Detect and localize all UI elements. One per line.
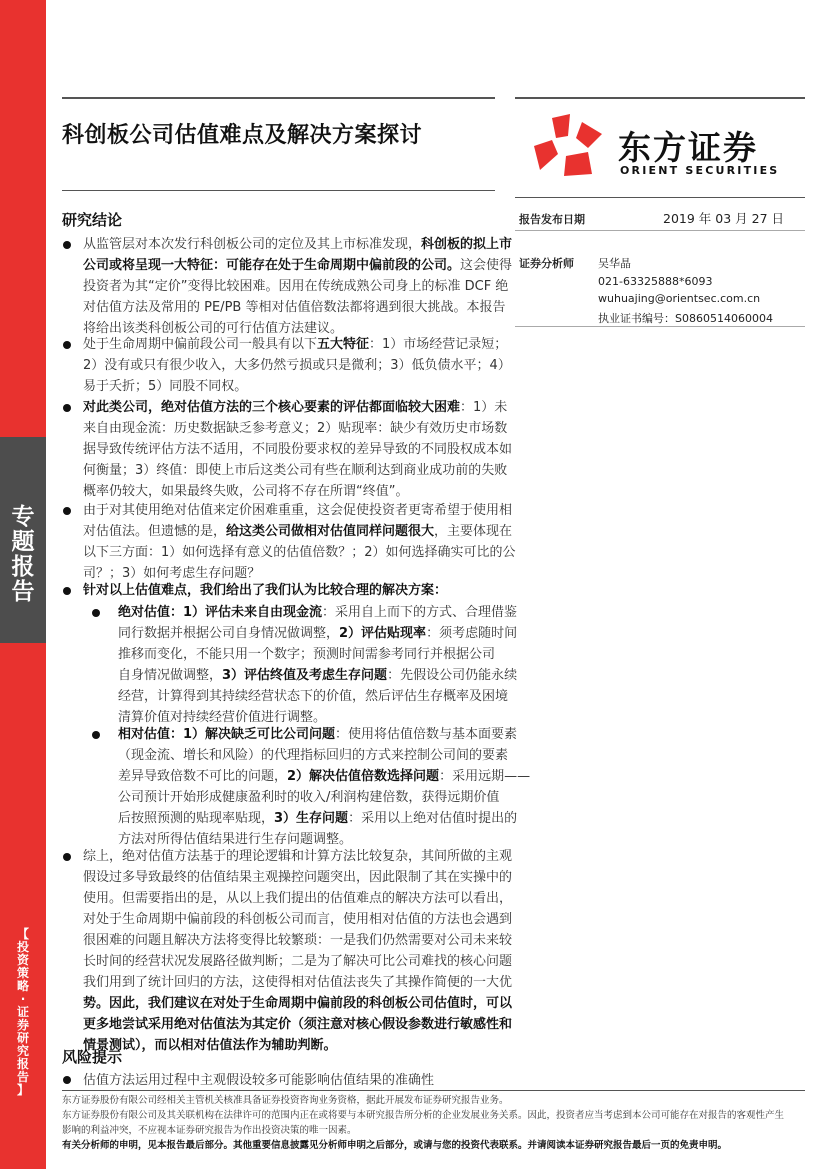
summary-paragraph-line: 使用。但需要指出的是，从以上我们提出的估值难点的解决方法可以看出， — [83, 891, 513, 906]
sidebar-char: 策 — [16, 966, 29, 980]
emphasis-text: 公司或将呈现一大特征：可能存在处于生命周期中偏前段的公司。 — [83, 258, 461, 273]
bullet-icon — [92, 609, 100, 617]
page-title: 科创板公司估值难点及解决方案探讨 — [62, 123, 423, 148]
conclusion-bullet-line: 处于生命周期中偏前段公司一般具有以下五大特征：1）市场经营记录短； — [83, 337, 508, 352]
emphasis-text: 3）生存问题 — [274, 811, 349, 826]
sidebar-char: 】 — [16, 1083, 29, 1097]
solution-sub-bullet-line: 差异导致倍数不可比的问题，2）解决估值倍数选择问题：采用远期—— — [118, 769, 531, 784]
conclusion-bullet-line: 司？；3）如何考虑生存问题？ — [83, 566, 261, 581]
conclusion-bullet-line: 2）没有或只有很少收入，大多仍然亏损或只是微利；3）低负债水平；4） — [83, 358, 511, 373]
logo-bottom-rule — [515, 197, 805, 198]
emphasis-text: 2）评估贴现率 — [339, 626, 427, 641]
solution-sub-bullet-line: 相对估值：1）解决缺乏可比公司问题：使用将估值倍数与基本面要素 — [118, 727, 518, 742]
emphasis-text: 2）解决估值倍数选择问题 — [287, 769, 440, 784]
conclusion-bullet-line: 对估值法。但遗憾的是，给这类公司做相对估值同样问题很大，主要体现在 — [83, 524, 513, 539]
solution-sub-bullet-line: 绝对估值：1）评估未来自由现金流：采用自上而下的方式、合理借鉴 — [118, 605, 518, 620]
sidebar-char: 【 — [16, 927, 29, 941]
sidebar-char: 告 — [16, 1070, 29, 1084]
disclaimer-footer — [62, 1093, 802, 1153]
sidebar-char: 专 — [11, 504, 35, 530]
bullet-icon — [92, 731, 100, 739]
solution-sub-bullet-line: （现金流、增长和风险）的代理指标回归的方式来控制公司间的要素 — [118, 748, 509, 763]
solution-sub-bullet-line: 同行数据并根据公司自身情况做调整，2）评估贴现率：须考虑随时间 — [118, 626, 518, 641]
sidebar-char: 报 — [11, 554, 35, 580]
title-bottom-rule — [62, 190, 495, 191]
solution-sub-bullet-line: 后按照预测的贴现率贴现，3）生存问题：采用以上绝对估值时提出的 — [118, 811, 518, 826]
disclaimer-line: 东方证券股份有限公司及其关联机构在法律许可的范围内正在或将要与本研究报告所分析的企业发展业务关系。因此，投资者应当考虑到本公司可能存在对报告的客观性产生 — [62, 1110, 785, 1121]
emphasis-text: 给这类公司做相对估值同样问题很大 — [226, 524, 435, 539]
footer-rule — [62, 1090, 805, 1091]
conclusion-bullet-line: 易于夭折；5）同股不同权。 — [83, 379, 248, 394]
sidebar-char: · — [20, 992, 26, 1006]
conclusion-bullet-line: 以下三方面：1）如何选择有意义的估值倍数？；2）如何选择确实可比的公 — [83, 545, 516, 560]
conclusion-bullet-line: 对估值方法及常用的 PE/PB 等相对估值倍数法都将遇到很大挑战。本报告 — [83, 300, 506, 315]
analyst-license: 执业证书编号：S0860514060004 — [598, 312, 773, 325]
emphasis-text: 3）评估终值及考虑生存问题 — [222, 668, 388, 683]
solution-sub-bullet-line: 经营，计算得到其持续经营状态下的价值，然后评估生存概率及困境 — [118, 689, 509, 704]
sidebar-char: 投 — [16, 940, 29, 954]
conclusion-bullet-line: 投资者为其“定价”变得比较困难。因用在传统成熟公司身上的标准 DCF 绝 — [83, 279, 509, 294]
bullet-icon — [63, 241, 71, 249]
summary-paragraph-line: 我们用到了统计回归的方法，这使得相对估值法丧失了其操作简便的一大优 — [83, 975, 513, 990]
emphasis-text: 情景测试），而以相对估值法作为辅助判断。 — [83, 1038, 337, 1053]
sidebar-char: 资 — [16, 953, 29, 967]
emphasis-text: 科创板的拟上市 — [421, 237, 513, 252]
analyst-name: 吴华晶 — [598, 257, 631, 270]
logo-english-text: ORIENT SECURITIES — [620, 164, 780, 177]
analyst-rule — [515, 326, 805, 327]
analyst-label: 证券分析师 — [519, 257, 574, 270]
summary-paragraph-line: 综上，绝对估值方法基于的理论逻辑和计算方法比较复杂，其间所做的主观 — [83, 849, 513, 864]
solution-sub-bullet-line: 自身情况做调整，3）评估终值及考虑生存问题：先假设公司仍能永续 — [118, 668, 518, 683]
logo-chinese-text: 东方证券 — [618, 128, 758, 167]
report-date-label: 报告发布日期 — [519, 213, 585, 226]
section-type-label — [0, 505, 46, 605]
disclaimer-line: 影响的利益冲突，不应视本证券研究报告为作出投资决策的唯一因素。 — [62, 1125, 357, 1136]
sidebar-char: 题 — [11, 529, 35, 555]
emphasis-text: 绝对估值：1）评估未来自由现金流 — [118, 605, 323, 620]
summary-paragraph-line — [83, 993, 512, 1014]
conclusion-bullet-line: 来自由现金流：历史数据缺乏参考意义；2）贴现率：缺少有效历史市场数 — [83, 421, 508, 436]
sidebar-char: 究 — [16, 1044, 29, 1058]
company-logo — [530, 112, 780, 182]
conclusion-bullet-line: 由于对其使用绝对估值来定价困难重重，这会促使投资者更寄希望于使用相 — [83, 503, 513, 518]
logo-mark-icon — [530, 112, 610, 182]
emphasis-text: 更多地尝试采用绝对估值法为其定价（须注意对核心假设参数进行敏感性和 — [83, 1017, 513, 1032]
solution-sub-bullet-line: 方法对所得估值结果进行生存问题调整。 — [118, 832, 353, 847]
sidebar-char: 报 — [16, 1057, 29, 1071]
title-top-rule — [62, 97, 495, 99]
summary-paragraph-line: 假设过多导致最终的估值结果主观操控问题突出，因此限制了其在实操中的 — [83, 870, 513, 885]
emphasis-text: 针对以上估值难点，我们给出了我们认为比较合理的解决方案： — [83, 583, 448, 598]
emphasis-text: 势。因此，我们建议在对处于生命周期中偏前段的科创板公司估值时，可以 — [83, 996, 513, 1011]
conclusion-bullet-line: 概率仍较大，如果最终失败，公司将不存在所谓“终值”。 — [83, 484, 409, 499]
conclusion-bullet-line: 对此类公司，绝对估值方法的三个核心要素的评估都面临较大困难：1）未 — [83, 400, 508, 415]
sidebar-char: 研 — [16, 1031, 29, 1045]
conclusion-bullet-line: 公司或将呈现一大特征：可能存在处于生命周期中偏前段的公司。这会使得 — [83, 258, 513, 273]
conclusion-bullet-line: 将给出该类科创板公司的可行估值方法建议。 — [83, 321, 344, 336]
conclusion-bullet-line: 据导致传统评估方法不适用，不同股份要求权的差异导致的不同股权成本如 — [83, 442, 513, 457]
summary-paragraph-line: 长时间的经营状况发展路径做判断；二是为了解决可比公司难找的核心问题 — [83, 954, 513, 969]
summary-paragraph-line: 对处于生命周期中偏前段的科创板公司而言，使用相对估值的方法也会遇到 — [83, 912, 513, 927]
analyst-phone: 021-63325888*6093 — [598, 275, 713, 288]
disclaimer-line: 东方证券股份有限公司经相关主管机关核准具备证券投资咨询业务资格，据此开展发布证券研究报告业务。 — [62, 1095, 509, 1106]
risk-item: 估值方法运用过程中主观假设较多可能影响估值结果的准确性 — [83, 1073, 435, 1088]
sidebar-char: 证 — [16, 1005, 29, 1019]
bullet-icon — [63, 341, 71, 349]
risk-heading: 风险提示 — [62, 1048, 123, 1066]
solution-sub-bullet-line: 推移而变化，不能只用一个数字；预测时间需参考同行并根据公司 — [118, 647, 496, 662]
disclaimer-line-bold: 有关分析师的申明，见本报告最后部分。其他重要信息披露见分析师申明之后部分，或请与您的投资代表联系。并请阅读本证券研究报告最后一页的免责申明。 — [62, 1140, 728, 1151]
bullet-icon — [63, 587, 71, 595]
conclusion-bullet-line: 何衡量；3）终值：即使上市后这类公司有些在顺利达到商业成功前的失败 — [83, 463, 508, 478]
research-conclusion-heading: 研究结论 — [62, 211, 123, 229]
solution-sub-bullet-line: 清算价值对持续经营价值进行调整。 — [118, 710, 327, 725]
emphasis-text: 五大特征 — [317, 337, 370, 352]
date-rule — [515, 230, 805, 231]
conclusion-bullet-line — [83, 580, 447, 601]
logo-top-rule — [515, 97, 805, 99]
sidebar-char: 略 — [16, 979, 29, 993]
bullet-icon — [63, 507, 71, 515]
summary-paragraph-line — [83, 1014, 512, 1035]
bullet-icon — [63, 853, 71, 861]
sidebar-char: 告 — [11, 579, 35, 605]
emphasis-text: 对此类公司，绝对估值方法的三个核心要素的评估都面临较大困难 — [83, 400, 461, 415]
solution-sub-bullet-line: 公司预计开始形成健康盈利时的收入/利润构建倍数，获得远期价值 — [118, 790, 500, 805]
series-vertical-label — [0, 928, 46, 1097]
emphasis-text: 相对估值：1）解决缺乏可比公司问题 — [118, 727, 336, 742]
bullet-icon — [63, 1076, 71, 1084]
summary-paragraph-line: 很困难的问题且解决方法将变得比较繁琐：一是我们仍然需要对公司未来较 — [83, 933, 513, 948]
bullet-icon — [63, 404, 71, 412]
analyst-email[interactable]: wuhuajing@orientsec.com.cn — [598, 292, 761, 305]
report-date: 2019 年 03 月 27 日 — [663, 211, 784, 226]
sidebar-char: 券 — [16, 1018, 29, 1032]
conclusion-bullet-line: 从监管层对本次发行科创板公司的定位及其上市标准发现，科创板的拟上市 — [83, 237, 513, 252]
